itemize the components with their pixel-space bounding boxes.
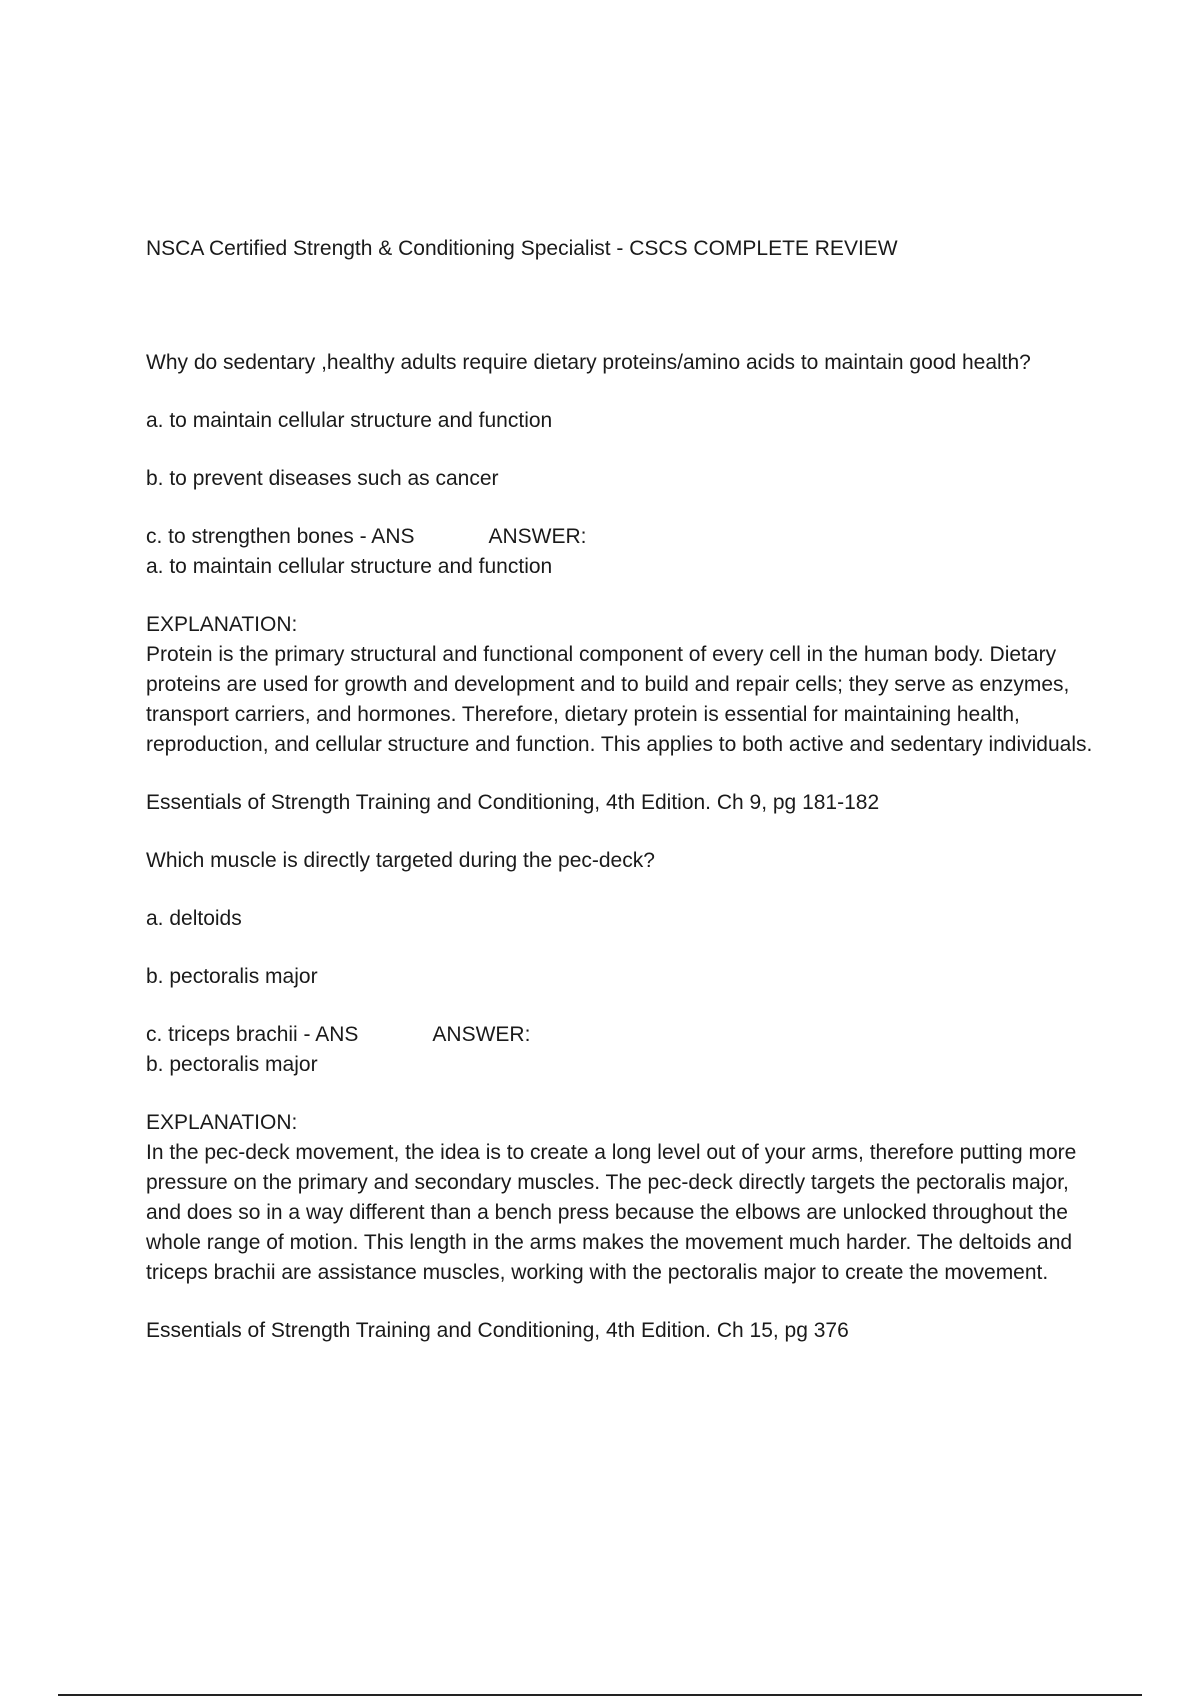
document-content xyxy=(146,234,1096,1374)
answer-text: b. pectoralis major xyxy=(146,1053,318,1076)
option-c: c. to strengthen bones - ANS xyxy=(146,525,415,548)
question-text: Why do sedentary ,healthy adults require dietary proteins/amino acids to maintain good health? xyxy=(146,351,1031,374)
option-a: a. to maintain cellular structure and function xyxy=(146,409,553,432)
reference-citation: Essentials of Strength Training and Conditioning, 4th Edition. Ch 9, pg 181-182 xyxy=(146,791,880,814)
page-bottom-rule xyxy=(58,1694,1142,1696)
option-c: c. triceps brachii - ANS xyxy=(146,1023,359,1046)
explanation-text: Protein is the primary structural and functional component of every cell in the human body. Dietary proteins are used for growth and development and to build and repair cells; they serve as enzymes, transport carriers, and hormones. Therefore, dietary protein is essential for maintaining health, reproduction, and cellular structure and function. This applies to both active and sedentary individuals. xyxy=(146,643,1093,756)
option-c-row xyxy=(146,522,1096,552)
explanation-label: EXPLANATION: xyxy=(146,613,298,636)
question-block-2 xyxy=(146,846,1096,1346)
explanation-label: EXPLANATION: xyxy=(146,1111,298,1134)
explanation-text: In the pec-deck movement, the idea is to create a long level out of your arms, therefore putting more pressure on the primary and secondary muscles. The pec-deck directly targets the pectoralis major, and does so in a way different than a bench press because the elbows are unlocked throughout the whole range of motion. This length in the arms makes the movement much harder. The deltoids and triceps brachii are assistance muscles, working with the pectoralis major to create the movement. xyxy=(146,1141,1077,1284)
answer-label: ANSWER: xyxy=(488,525,587,548)
option-a: a. deltoids xyxy=(146,907,242,930)
question-text: Which muscle is directly targeted during the pec-deck? xyxy=(146,849,655,872)
option-c-row xyxy=(146,1020,1096,1050)
reference-citation: Essentials of Strength Training and Conditioning, 4th Edition. Ch 15, pg 376 xyxy=(146,1319,849,1342)
question-block-1 xyxy=(146,348,1096,818)
answer-label: ANSWER: xyxy=(432,1023,531,1046)
option-b: b. pectoralis major xyxy=(146,965,318,988)
option-b: b. to prevent diseases such as cancer xyxy=(146,467,499,490)
document-title: NSCA Certified Strength & Conditioning Specialist - CSCS COMPLETE REVIEW xyxy=(146,237,898,260)
answer-text: a. to maintain cellular structure and function xyxy=(146,555,553,578)
